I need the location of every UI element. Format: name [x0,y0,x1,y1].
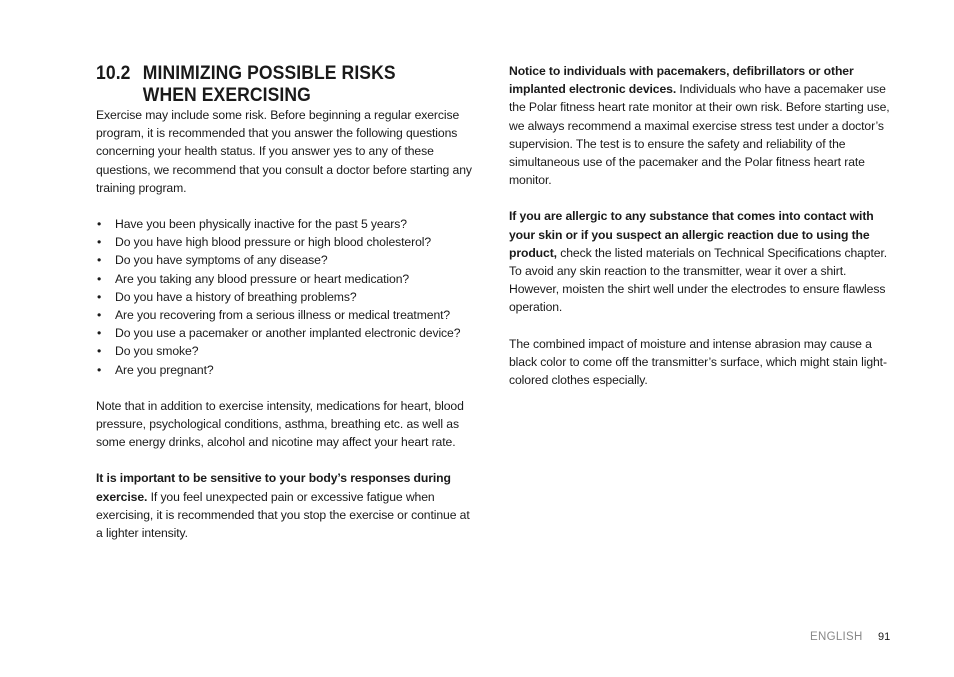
list-item: • Do you have high blood pressure or high blood cholesterol? [96,233,478,251]
list-item: • Do you have symptoms of any disease? [96,251,478,269]
allergy-text: check the listed materials on Technical Specifications chapter. To avoid any skin reaction to the transmitter, wear it over a shirt. However, moisten the shirt well under the electrodes to ensure flawless operation. [509,245,888,315]
section-heading [96,62,440,106]
right-column [509,62,894,389]
left-column [96,62,478,542]
footer-language: ENGLISH [810,631,863,643]
sensitivity-bold-lead: It is important to be sensitive to your body’s responses during exercise. [96,471,451,504]
list-item: • Are you pregnant? [96,361,478,379]
list-item: • Do you have a history of breathing problems? [96,288,478,306]
page-number: 91 [878,631,891,643]
medication-note-paragraph: Note that in addition to exercise intensity, medications for heart, blood pressure, psychological conditions, asthma, breathing etc. as well as some energy drinks, alcohol and nicotine may affect your heart rate. [96,398,464,450]
pacemaker-text: Individuals who have a pacemaker use the Polar fitness heart rate monitor at their own risk. Before starting use, we always recommend a maximal exercise stress test under a doctor’s supervision. The test is to ensure the safety and reliability of the simultaneous use of the pacemaker and the Polar fitness heart rate monitor. [509,82,890,188]
moisture-paragraph: The combined impact of moisture and intense abrasion may cause a black color to come off the transmitter’s surface, which might stain light-colored clothes especially. [509,336,887,388]
health-questions-list [96,215,478,379]
sensitivity-text: If you feel unexpected pain or excessive fatigue when exercising, it is recommended that you stop the exercise or continue at a lighter intensity. [96,489,470,541]
section-number: 10.2 [96,62,131,84]
list-item: • Have you been physically inactive for the past 5 years? [96,215,478,233]
allergy-paragraph [509,207,894,316]
list-item: • Do you use a pacemaker or another implanted electronic device? [96,324,478,342]
intro-paragraph: Exercise may include some risk. Before beginning a regular exercise program, it is recommended that you answer the following questions concerning your health status. If you answer yes to any of these questions, we recommend that you consult a doctor before starting any training program. [96,108,472,195]
list-item: • Are you taking any blood pressure or heart medication? [96,270,478,288]
sensitivity-paragraph [96,469,478,542]
pacemaker-bold-lead: Notice to individuals with pacemakers, defibrillators or other implanted electronic devices. [509,64,854,97]
section-title: MINIMIZING POSSIBLE RISKS WHEN EXERCISING [142,62,396,106]
list-item: • Are you recovering from a serious illness or medical treatment? [96,306,478,324]
pacemaker-paragraph [509,62,894,189]
list-item: • Do you smoke? [96,342,478,360]
allergy-bold-lead: If you are allergic to any substance that comes into contact with your skin or if you suspect an allergic reaction due to using the product, [509,209,874,260]
